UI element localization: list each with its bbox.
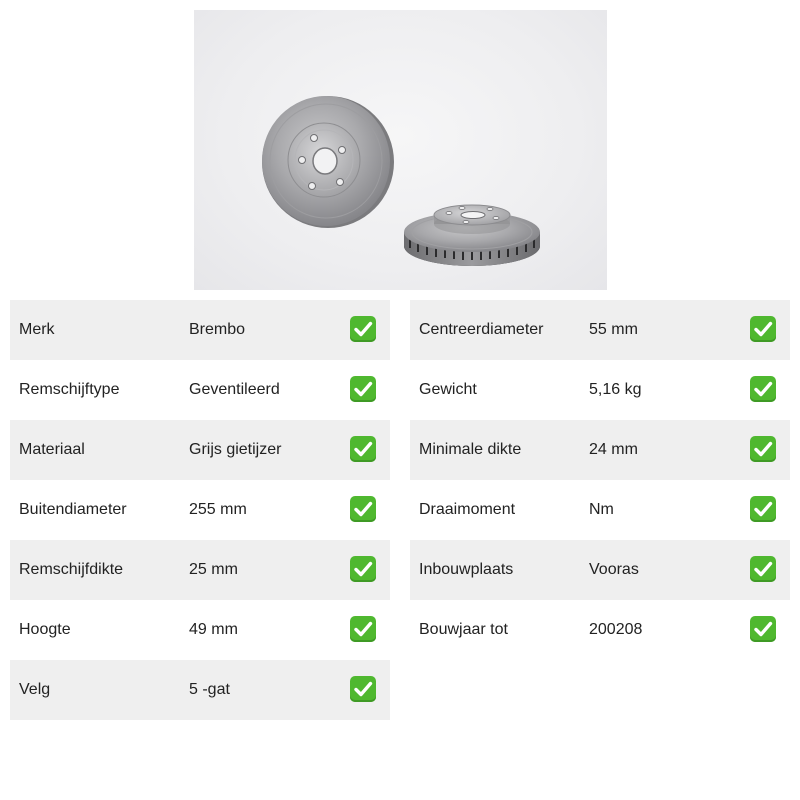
lying-brake-disc [404, 205, 540, 266]
check-mark-icon [750, 556, 776, 582]
check-mark-icon [750, 376, 776, 402]
spec-value: Brembo [189, 321, 246, 338]
spec-row-materiaal [10, 420, 390, 480]
spec-row-minimale-dikte [410, 420, 790, 480]
spec-value: 255 mm [189, 501, 247, 518]
spec-label: Merk [19, 321, 55, 338]
spec-value: Geventileerd [189, 381, 280, 398]
spec-value: 200208 [589, 621, 643, 638]
spec-row-velg [10, 660, 390, 720]
check-mark-icon [750, 616, 776, 642]
spec-label: Buitendiameter [19, 501, 127, 518]
spec-value: 55 mm [589, 321, 638, 338]
spec-value: Nm [589, 501, 614, 518]
spec-label: Inbouwplaats [419, 561, 514, 578]
spec-row-gewicht [410, 360, 790, 420]
spec-label: Remschijftype [19, 381, 120, 398]
spec-label: Minimale dikte [419, 441, 522, 458]
spec-value: 5,16 kg [589, 381, 642, 398]
check-mark-icon [350, 376, 376, 402]
check-mark-icon [350, 676, 376, 702]
spec-row-buitendiameter [10, 480, 390, 540]
check-mark-icon [350, 316, 376, 342]
spec-label: Materiaal [19, 441, 85, 458]
spec-row-merk [10, 300, 390, 360]
spec-value: 25 mm [189, 561, 238, 578]
spec-value: 49 mm [189, 621, 238, 638]
spec-label: Bouwjaar tot [419, 621, 508, 638]
spec-row-bouwjaar-tot [410, 600, 790, 660]
spec-row-remschijfdikte [10, 540, 390, 600]
spec-row-inbouwplaats [410, 540, 790, 600]
spec-label: Remschijfdikte [19, 561, 124, 578]
spec-value: 24 mm [589, 441, 638, 458]
spec-table-left [10, 300, 390, 720]
spec-label: Hoogte [19, 621, 71, 638]
spec-row-hoogte [10, 600, 390, 660]
spec-label: Centreerdiameter [419, 321, 544, 338]
product-image [194, 10, 607, 290]
spec-label: Draaimoment [419, 501, 516, 518]
check-mark-icon [350, 436, 376, 462]
spec-value: Vooras [589, 561, 639, 578]
spec-value: Grijs gietijzer [189, 441, 282, 458]
brake-disc-pair-photo [194, 10, 607, 290]
check-mark-icon [350, 556, 376, 582]
check-mark-icon [750, 496, 776, 522]
check-mark-icon [350, 496, 376, 522]
check-mark-icon [350, 616, 376, 642]
spec-label: Velg [19, 681, 51, 698]
spec-table-right [410, 300, 790, 660]
check-mark-icon [750, 436, 776, 462]
check-mark-icon [750, 316, 776, 342]
spec-row-remschijftype [10, 360, 390, 420]
spec-row-centreerdiameter [410, 300, 790, 360]
spec-value: 5 -gat [189, 681, 230, 698]
standing-brake-disc [262, 96, 394, 228]
spec-row-draaimoment [410, 480, 790, 540]
spec-label: Gewicht [419, 381, 477, 398]
